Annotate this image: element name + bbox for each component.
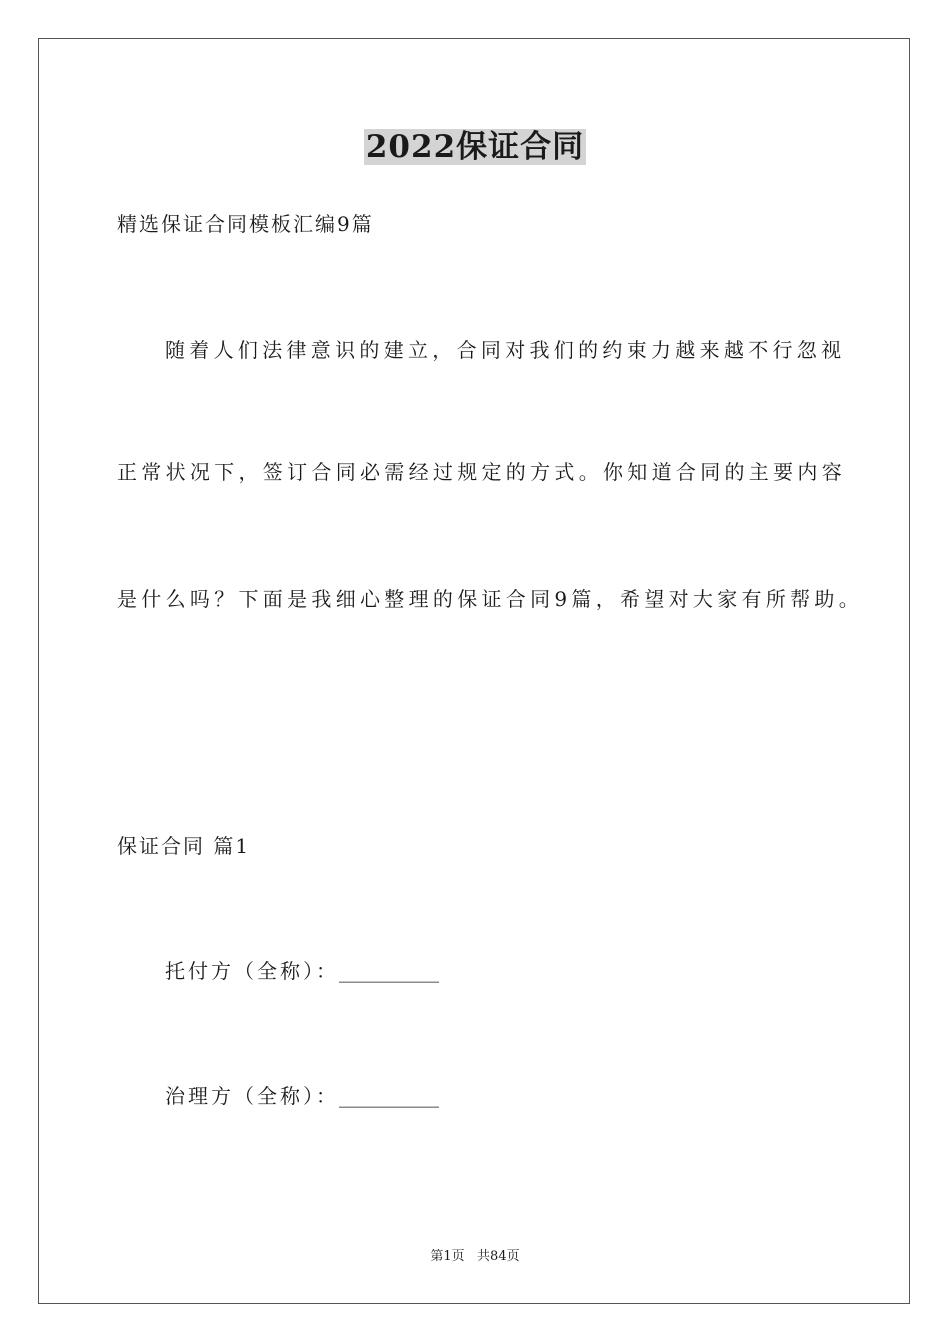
field-managing-party [165, 1082, 439, 1110]
field-label: 治理方（全称）： [165, 1084, 339, 1108]
intro-line-3: 是什么吗？下面是我细心整理的保证合同9篇，希望对大家有所帮助。 [117, 587, 864, 611]
document-title [0, 127, 950, 167]
section-heading: 保证合同 篇1 [117, 834, 251, 858]
page-footer: 第1页 共84页 [430, 1249, 520, 1264]
document-subtitle: 精选保证合同模板汇编9篇 [117, 212, 374, 236]
field-blank: __________ [339, 1084, 439, 1108]
field-label: 托付方（全称）： [165, 959, 339, 983]
title-text: 2022保证合同 [365, 129, 585, 165]
field-blank: __________ [339, 959, 439, 983]
intro-line-2: 正常状况下，签订合同必需经过规定的方式。你知道合同的主要内容 [117, 460, 846, 484]
field-entrusting-party [165, 957, 439, 985]
intro-line-1: 随着人们法律意识的建立，合同对我们的约束力越来越不行忽视 [165, 338, 846, 362]
